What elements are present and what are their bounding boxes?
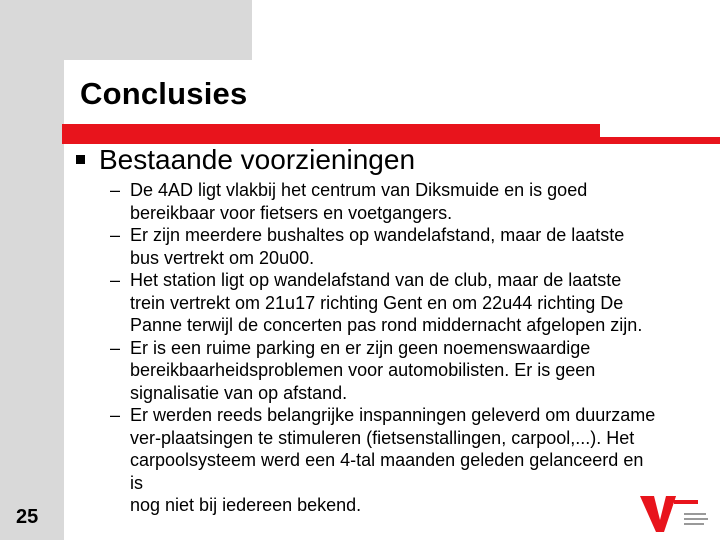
- list-item-line: Het station ligt op wandelafstand van de club, maar de laatste: [130, 270, 622, 290]
- list-item-line: signalisatie van op afstand.: [130, 382, 348, 403]
- list-item: [110, 404, 716, 517]
- section-heading: [76, 144, 415, 176]
- title-underline-tail: [600, 137, 720, 144]
- left-gray-panel: [0, 0, 64, 540]
- list-item-line: bereikbaarheidsproblemen voor automobilisten. Er is geen: [130, 360, 596, 380]
- list-item-line: ver-plaatsingen te stimuleren (fietsenstallingen, carpool,...). Het: [130, 427, 635, 448]
- title-underline-bar: [62, 124, 600, 144]
- dash-bullet: –: [110, 270, 121, 290]
- list-item-line: trein vertrekt om 21u17 richting Gent en om 22u44 richting De: [130, 292, 624, 313]
- list-item-line: carpoolsysteem werd een 4-tal maanden geleden gelanceerd en: [130, 450, 644, 470]
- list-item-line: Panne terwijl de concerten pas rond middernacht afgelopen zijn.: [130, 315, 643, 335]
- square-bullet-icon: [76, 155, 85, 164]
- list-item-line: bereikbaar voor fietsers en voetgangers.: [130, 202, 453, 223]
- logo-bar-mark: [674, 500, 698, 504]
- dash-bullet: –: [110, 225, 121, 245]
- dash-bullet: –: [110, 337, 121, 358]
- dash-bullet: –: [110, 405, 121, 425]
- page-number: 25: [16, 506, 39, 528]
- dash-bullet: –: [110, 180, 121, 200]
- list-item-line: is: [130, 472, 143, 493]
- list-item-line: Er werden reeds belangrijke inspanningen geleverd om duurzame: [130, 405, 656, 425]
- list-item-line: Er is een ruime parking en er zijn geen noemenswaardige: [130, 337, 591, 358]
- bullet-list: [110, 179, 716, 517]
- list-item-line: Er zijn meerdere bushaltes op wandelafstand, maar de laatste: [130, 225, 625, 245]
- list-item: [110, 337, 716, 405]
- section-heading-text: Bestaande voorzieningen: [99, 144, 416, 175]
- list-item-line: bus vertrekt om 20u00.: [130, 247, 315, 268]
- list-item: [110, 224, 716, 269]
- list-item-line: nog niet bij iedereen bekend.: [130, 495, 362, 515]
- vwv-logo-icon: [636, 488, 716, 538]
- top-gray-panel: [0, 0, 252, 60]
- list-item-line: De 4AD ligt vlakbij het centrum van Diksmuide en is goed: [130, 180, 588, 200]
- slide-title: Conclusies: [80, 76, 248, 111]
- list-item: [110, 269, 716, 337]
- list-item: [110, 179, 716, 224]
